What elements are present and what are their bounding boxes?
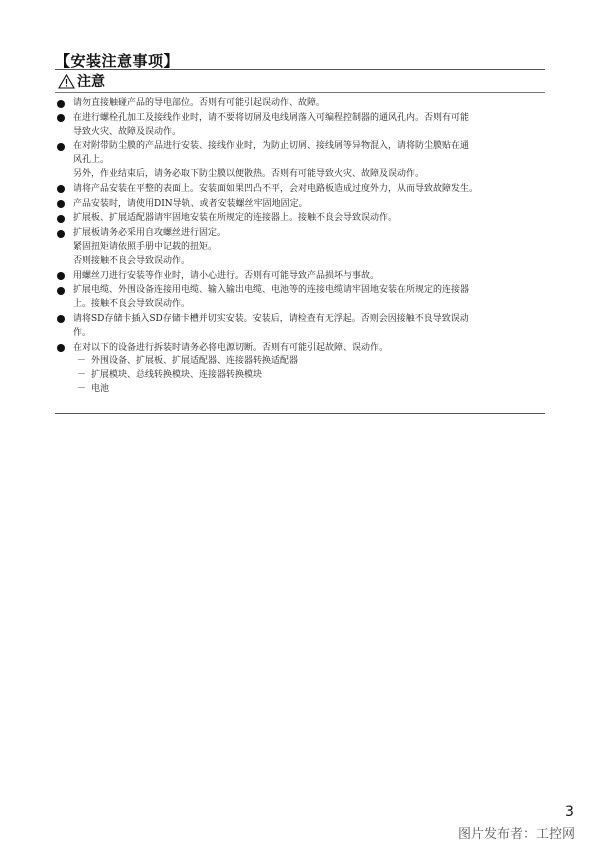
bullet-icon [57, 100, 65, 108]
bullet-icon [57, 200, 65, 208]
page-number: 3 [565, 804, 574, 820]
bullet-icon [57, 230, 65, 238]
caution-item [55, 227, 545, 268]
bullet-icon [57, 315, 65, 323]
dash-marker: － [77, 370, 87, 381]
bullet-icon [57, 143, 65, 151]
caution-item [55, 183, 545, 197]
dash-marker: － [77, 356, 87, 367]
caution-list [55, 97, 545, 397]
caution-subitem [73, 383, 545, 397]
caution-subitem-text: 电池 [91, 383, 110, 394]
caution-text-line: 在对附带防尘膜的产品进行安装、接线作业时，为防止切屑、接线屑等异物混入，请将防尘膜贴在通 [73, 141, 470, 152]
caution-text-line: 在进行螺栓孔加工及接线作业时，请不要将切屑及电线屑落入可编程控制器的通风孔内。否则有可能 [73, 112, 470, 123]
caution-subitem-text: 扩展模块、总线转换模块、连接器转换模块 [91, 370, 263, 381]
caution-text-line: 另外，作业结束后，请务必取下防尘膜以便散热。否则有可能导致火灾、故障及误动作。 [73, 168, 425, 179]
caution-text-line: 请勿直接触碰产品的导电部位。否则有可能引起误动作、故障。 [73, 98, 326, 108]
caution-text-line: 用螺丝刀进行安装等作业时，请小心进行。否则有可能导致产品损坏与事故。 [73, 270, 380, 281]
caution-text-line: 在对以下的设备进行拆装时请务必将电源切断。否则有可能引起故障、误动作。 [73, 342, 389, 353]
bullet-icon [57, 344, 65, 352]
caution-text-line: 风孔上。 [73, 155, 110, 166]
caution-item [55, 97, 545, 111]
page-heading: 【安装注意事项】 [55, 52, 180, 70]
caution-item [55, 270, 545, 284]
caution-item [55, 342, 545, 397]
dash-marker: － [77, 383, 87, 394]
caution-text-line: 产品安装时，请使用DIN导轨、或者安装螺丝牢固地固定。 [73, 198, 308, 209]
caution-subitem [73, 369, 545, 383]
bullet-icon [57, 215, 65, 223]
bullet-icon [57, 114, 65, 122]
caution-text-line: 扩展电缆、外围设备连接用电缆、输入输出电缆、电池等的连接电缆请牢固地安装在所规定的连接器 [73, 285, 470, 296]
caution-item [55, 198, 545, 212]
caution-text-line: 否则接触不良会导致误动作。 [73, 255, 191, 266]
caution-text-line: 作。 [73, 327, 92, 338]
caution-item [55, 313, 545, 341]
caution-text-line: 请将产品安装在平整的表面上。安装面如果凹凸不平，会对电路板造成过度外力，从而导致故障发生。 [73, 183, 479, 194]
caution-text-line: 紧固扭矩请依照手册中记载的扭矩。 [73, 241, 218, 252]
caution-item [55, 284, 545, 312]
caution-text-line: 请将SD存储卡插入SD存储卡槽并切实安装。安装后，请检查有无浮起。否则会因接触不良导致误动 [73, 313, 469, 324]
caution-text-line: 扩展板、扩展适配器请牢固地安装在所规定的连接器上。接触不良会导致误动作。 [73, 213, 398, 224]
bullet-icon [57, 272, 65, 280]
caution-title: 注意 [77, 74, 105, 90]
caution-subitem-text: 外围设备、扩展板、扩展适配器、连接器转换适配器 [91, 356, 299, 367]
caution-text-line: 导致火灾、故障及误动作。 [73, 126, 182, 137]
caution-item [55, 140, 545, 181]
caution-item [55, 112, 545, 140]
caution-box [55, 69, 545, 414]
caution-text-line: 扩展板请务必采用自攻螺丝进行固定。 [73, 228, 227, 239]
caution-text-line: 上。接触不良会导致误动作。 [73, 299, 191, 310]
caution-header [55, 70, 545, 93]
watermark: 图片发布者：工控网 [458, 827, 576, 842]
warning-triangle-icon [58, 74, 75, 89]
bullet-icon [57, 185, 65, 193]
caution-subitem [73, 355, 545, 369]
caution-item [55, 212, 545, 226]
bullet-icon [57, 287, 65, 295]
